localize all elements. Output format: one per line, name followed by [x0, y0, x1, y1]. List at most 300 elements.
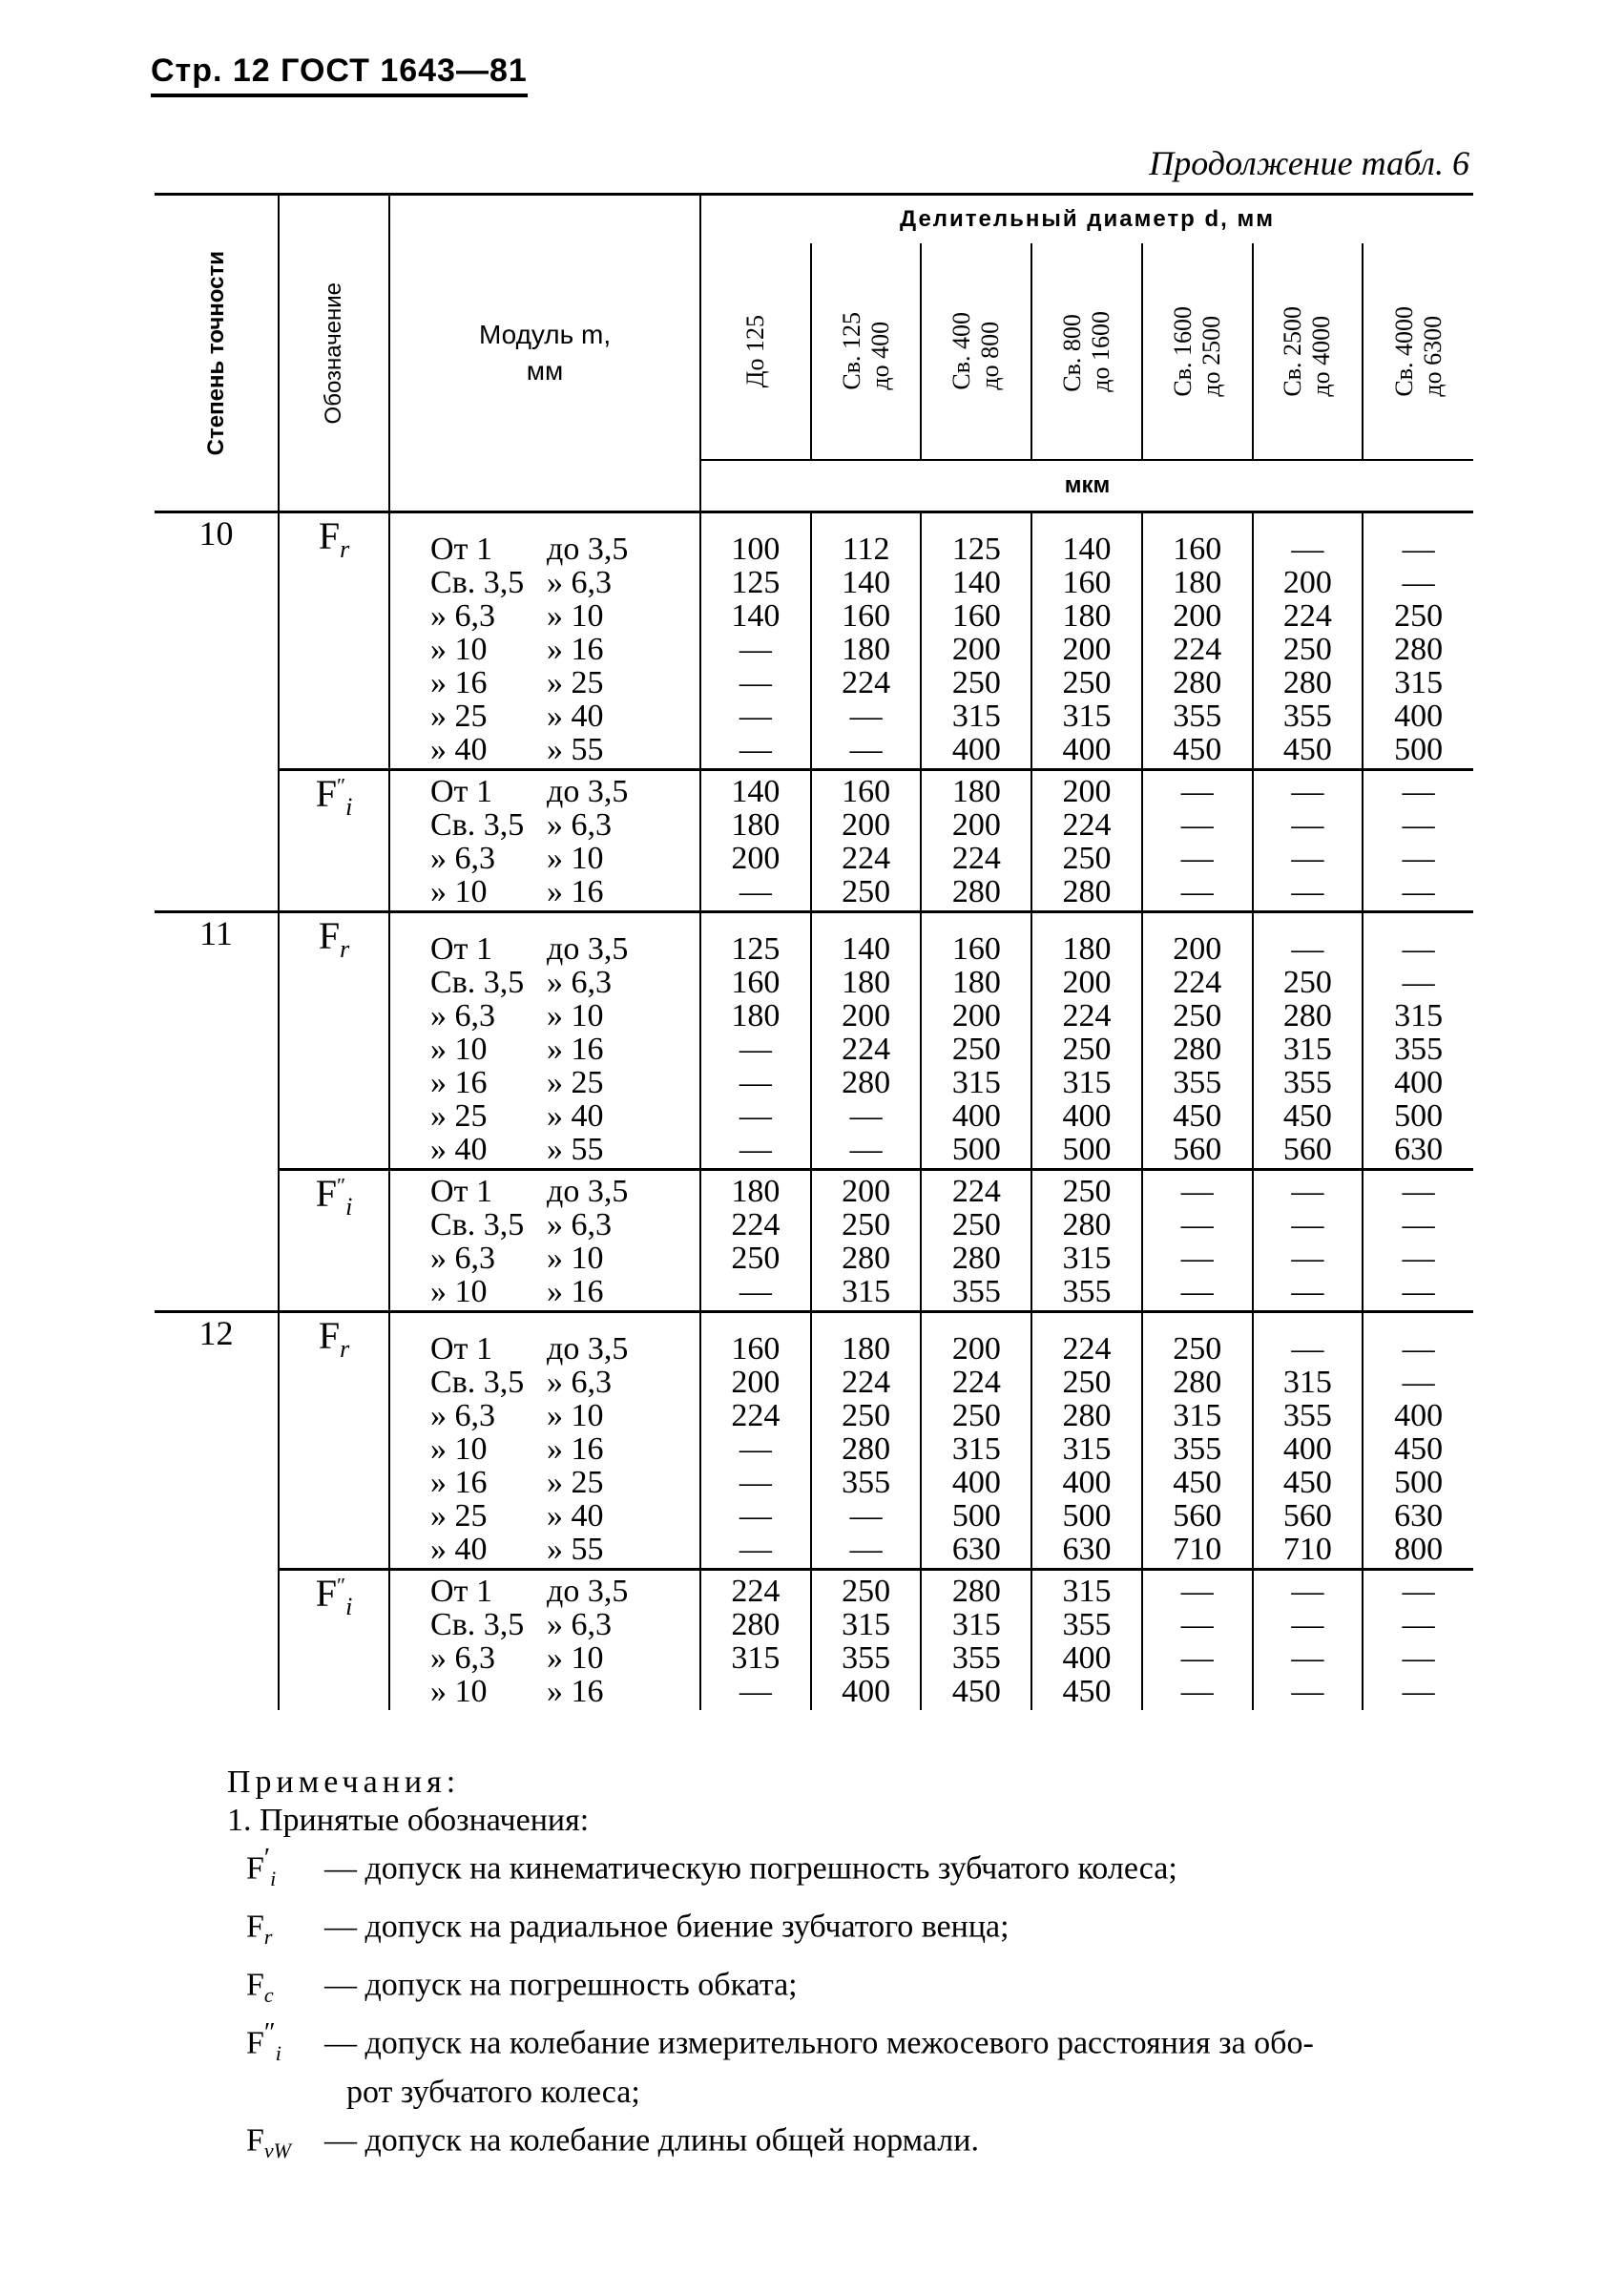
tolerance-value: — [1402, 841, 1435, 876]
tolerance-value: — [849, 699, 883, 734]
tolerance-value: 160 [842, 774, 891, 809]
tolerance-value: 160 [731, 1331, 781, 1367]
tolerance-value: 200 [1173, 931, 1222, 967]
note-text: — допуск на колебание измерительного межосевого расстояния за обо- [324, 2025, 1314, 2061]
tolerance-value: 315 [1062, 1241, 1112, 1276]
tolerance-value: 224 [1062, 998, 1112, 1033]
tolerance-value: 560 [1173, 1132, 1222, 1167]
tolerance-value: 355 [1062, 1607, 1112, 1642]
table-row [155, 912, 1473, 1170]
note-continuation: рот зубчатого колеса; [346, 2074, 640, 2110]
tolerance-value: — [1402, 774, 1435, 809]
tolerance-value: — [1180, 1207, 1214, 1242]
tolerance-value: 140 [731, 598, 781, 634]
value-cell [1363, 1170, 1473, 1312]
tolerance-value: 630 [1394, 1498, 1444, 1534]
tolerance-value: 140 [842, 931, 891, 967]
value-cell [921, 770, 1031, 912]
value-cell [1142, 770, 1253, 912]
tolerance-value: 200 [1282, 565, 1332, 600]
tolerance-value: 280 [1062, 874, 1112, 909]
tolerance-value: — [849, 1498, 883, 1534]
tolerance-value: 315 [951, 1065, 1001, 1100]
value-cell [700, 912, 811, 1170]
designation-cell: $F_r$ [279, 912, 389, 1170]
tolerance-value: 224 [842, 1032, 891, 1067]
module-range: » 40 » 55 [430, 1532, 604, 1567]
tolerance-value: 250 [1062, 1174, 1112, 1209]
tolerance-value: 180 [951, 965, 1001, 1000]
tolerance-value: — [1180, 1574, 1214, 1609]
tolerance-value: 355 [1282, 1398, 1332, 1433]
tolerance-value: — [1291, 1640, 1324, 1676]
value-cell [811, 1170, 922, 1312]
note-symbol: $F''_i$ [246, 2018, 281, 2066]
tolerance-value: 400 [1394, 1065, 1444, 1100]
tolerance-value: 315 [1173, 1398, 1222, 1433]
module-range: От 1 до 3,5 [430, 774, 629, 809]
tolerance-value: 200 [951, 632, 1001, 667]
module-range: Св. 3,5 » 6,3 [430, 807, 613, 843]
tolerance-value: 100 [731, 532, 781, 567]
tolerance-value: 224 [1173, 965, 1222, 1000]
designation-cell: $F''_i$ [279, 1170, 389, 1312]
tolerance-value: 400 [951, 1098, 1001, 1134]
tolerance-value: — [1402, 1331, 1435, 1367]
tolerance-value: 200 [951, 1331, 1001, 1367]
note-item [246, 1840, 1314, 1898]
module-range: » 6,3 » 10 [430, 1241, 604, 1276]
tolerance-value: 224 [842, 841, 891, 876]
tolerance-value: 450 [1173, 1098, 1222, 1134]
tolerance-value: 280 [951, 874, 1001, 909]
degree-cell: 11 [199, 914, 233, 952]
module-cell [389, 512, 700, 770]
tolerance-value: 630 [951, 1532, 1001, 1567]
value-cell [700, 1570, 811, 1711]
module-range: » 6,3 » 10 [430, 598, 604, 634]
note-text: — допуск на кинематическую погрешность зубчатого колеса; [324, 1850, 1177, 1887]
tolerance-value: 315 [1394, 998, 1444, 1033]
tolerance-value: 250 [1282, 965, 1332, 1000]
tolerance-value: — [739, 1098, 772, 1134]
tolerance-value: 355 [842, 1465, 891, 1500]
tolerance-value: — [1402, 1274, 1435, 1309]
tolerance-value: — [1402, 1207, 1435, 1242]
value-cell [700, 770, 811, 912]
value-cell [1253, 770, 1364, 912]
module-range: От 1 до 3,5 [430, 532, 629, 567]
tolerance-value: — [1291, 1331, 1324, 1367]
value-cell [700, 1312, 811, 1570]
notes [227, 1764, 1314, 2170]
module-range: » 10 » 16 [430, 632, 604, 667]
value-cell [1253, 512, 1364, 770]
tolerance-value: — [1402, 807, 1435, 843]
value-cell [1031, 912, 1142, 1170]
tolerance-value: 400 [1394, 699, 1444, 734]
tolerance-value: 140 [731, 774, 781, 809]
tolerance-value: 250 [842, 1207, 891, 1242]
tolerance-value: 224 [1062, 1331, 1112, 1367]
tolerance-value: 315 [842, 1607, 891, 1642]
module-range: » 16 » 25 [430, 1465, 604, 1500]
tolerance-value: 125 [951, 532, 1001, 567]
tolerance-value: — [1180, 1640, 1214, 1676]
tolerance-value: 250 [1394, 598, 1444, 634]
notes-item-title: 1. Принятые обозначения: [227, 1803, 590, 1838]
tolerance-value: — [1402, 1674, 1435, 1709]
tolerance-value: — [1291, 1274, 1324, 1309]
tolerance-value: — [1291, 841, 1324, 876]
tolerance-value: 250 [1062, 1032, 1112, 1067]
module-range: » 10 » 16 [430, 1274, 604, 1309]
module-range: » 6,3 » 10 [430, 998, 604, 1033]
note-item [246, 1898, 1314, 1956]
tolerance-value: 224 [951, 1365, 1001, 1400]
tolerance-value: — [1291, 1607, 1324, 1642]
tolerance-value: — [739, 1431, 772, 1467]
tolerance-value: 180 [1173, 565, 1222, 600]
tolerance-value: 200 [842, 807, 891, 843]
module-range: Св. 3,5 » 6,3 [430, 1607, 613, 1642]
tolerance-value: — [1180, 841, 1214, 876]
tolerance-value: 400 [1062, 1098, 1112, 1134]
tolerance-value: 200 [1062, 774, 1112, 809]
tolerance-value: — [1180, 807, 1214, 843]
module-range: » 25 » 40 [430, 1498, 604, 1534]
value-cell [1253, 1312, 1364, 1570]
note-text: — допуск на погрешность обката; [324, 1967, 798, 2003]
tolerance-value: 224 [731, 1207, 781, 1242]
value-cell [1253, 1570, 1364, 1711]
tolerance-value: 180 [951, 774, 1001, 809]
tolerance-value: — [1402, 565, 1435, 600]
module-range: От 1 до 3,5 [430, 1574, 629, 1609]
tolerance-value: 180 [731, 1174, 781, 1209]
tolerance-value: 250 [842, 1398, 891, 1433]
notes-heading: Примечания: [227, 1764, 461, 1800]
tolerance-value: 315 [1394, 665, 1444, 700]
tolerance-value: — [1402, 1174, 1435, 1209]
tolerance-value: 250 [951, 1207, 1001, 1242]
tolerance-value: 125 [731, 565, 781, 600]
tolerance-value: 140 [951, 565, 1001, 600]
tolerance-value: — [849, 1098, 883, 1134]
tolerance-value: 500 [1062, 1132, 1112, 1167]
tolerance-value: 180 [842, 1331, 891, 1367]
module-range: » 6,3 » 10 [430, 1398, 604, 1433]
value-cell [1031, 1312, 1142, 1570]
tolerance-value: 500 [1062, 1498, 1112, 1534]
tolerance-value: 355 [1394, 1032, 1444, 1067]
module-cell [389, 1312, 700, 1570]
tolerance-value: 450 [1173, 732, 1222, 767]
tolerance-value: — [1402, 1365, 1435, 1400]
tolerance-value: 224 [842, 1365, 891, 1400]
tolerance-value: 355 [1173, 1431, 1222, 1467]
tolerance-value: — [1291, 874, 1324, 909]
note-symbol: $F_{vW}$ [246, 2121, 292, 2162]
tolerance-value: 200 [731, 1365, 781, 1400]
degree-cell: 10 [198, 514, 234, 553]
tolerance-value: — [739, 874, 772, 909]
tolerance-value: 140 [842, 565, 891, 600]
tolerance-value: — [1402, 532, 1435, 567]
value-cell [1363, 770, 1473, 912]
tolerance-value: 315 [1062, 1431, 1112, 1467]
tolerance-value: 224 [1173, 632, 1222, 667]
header-diameter-range: До 125 [700, 243, 811, 460]
designation-cell: $F_r$ [279, 1312, 389, 1570]
tolerance-value: 630 [1062, 1532, 1112, 1567]
table-row [155, 1570, 1473, 1711]
tolerance-value: 200 [1062, 965, 1112, 1000]
tolerance-value: 315 [1062, 1065, 1112, 1100]
note-symbol: $F'_i$ [246, 1844, 277, 1891]
tolerance-value: — [1402, 931, 1435, 967]
tolerance-value: 224 [731, 1574, 781, 1609]
module-cell [389, 1170, 700, 1312]
tolerance-value: 250 [1062, 1365, 1112, 1400]
tolerance-value: 450 [1282, 1098, 1332, 1134]
module-range: Св. 3,5 » 6,3 [430, 965, 613, 1000]
tolerance-value: 500 [1394, 1098, 1444, 1134]
tolerance-value: 315 [1062, 1574, 1112, 1609]
value-cell [1363, 912, 1473, 1170]
tolerance-value: 200 [842, 998, 891, 1033]
tolerance-value: 280 [731, 1607, 781, 1642]
tolerance-value: — [1291, 1241, 1324, 1276]
tolerance-value: — [739, 1465, 772, 1500]
tolerance-value: — [1402, 874, 1435, 909]
tolerance-value: 224 [842, 665, 891, 700]
tolerance-value: 315 [842, 1274, 891, 1309]
tolerance-value: 500 [1394, 732, 1444, 767]
tolerance-value: — [1180, 1241, 1214, 1276]
value-cell [1363, 1570, 1473, 1711]
note-text: — допуск на колебание длины общей нормали. [324, 2121, 979, 2158]
header-unit: мкм [700, 460, 1473, 512]
tolerance-value: — [1180, 1174, 1214, 1209]
tolerance-value: 355 [951, 1640, 1001, 1676]
tolerance-value: 250 [1173, 1331, 1222, 1367]
tolerance-value: — [739, 1132, 772, 1167]
tolerance-value: 160 [731, 965, 781, 1000]
tolerance-value: 160 [1062, 565, 1112, 600]
value-cell [811, 1312, 922, 1570]
tolerance-value: 250 [1173, 998, 1222, 1033]
table-row [155, 1170, 1473, 1312]
tolerance-value: 280 [1173, 1032, 1222, 1067]
note-item [246, 2112, 1314, 2170]
module-range: Св. 3,5 » 6,3 [430, 1207, 613, 1242]
header-diameter-range: Св. 4000 до 6300 [1363, 243, 1473, 460]
tolerance-value: — [739, 699, 772, 734]
note-symbol: $F_c$ [246, 1967, 274, 2008]
tolerance-value: — [739, 1065, 772, 1100]
degree-cell: 12 [198, 1314, 234, 1352]
tolerance-value: 224 [951, 1174, 1001, 1209]
tolerance-value: 355 [1173, 699, 1222, 734]
tolerance-value: — [1291, 532, 1324, 567]
tolerance-value: 200 [842, 1174, 891, 1209]
tolerance-value: 250 [951, 665, 1001, 700]
tolerance-value: 710 [1282, 1532, 1332, 1567]
tolerance-value: 180 [1062, 598, 1112, 634]
tolerance-value: — [1291, 1574, 1324, 1609]
tolerance-value: 250 [951, 1032, 1001, 1067]
tolerance-value: — [1291, 1207, 1324, 1242]
tolerance-value: 400 [842, 1674, 891, 1709]
tolerance-value: — [1402, 1640, 1435, 1676]
tolerance-value: 400 [1062, 1465, 1112, 1500]
page-header: Стр. 12 ГОСТ 1643—81 [151, 52, 528, 97]
tolerance-value: 250 [1062, 665, 1112, 700]
designation-cell: $F_r$ [279, 512, 389, 770]
module-range: » 40 » 55 [430, 732, 604, 767]
tolerance-value: — [739, 1032, 772, 1067]
tolerance-value: 180 [731, 998, 781, 1033]
module-range: » 25 » 40 [430, 699, 604, 734]
tolerance-value: — [1291, 1674, 1324, 1709]
header-diameter-range: Св. 2500 до 4000 [1253, 243, 1364, 460]
tolerance-value: 200 [951, 998, 1001, 1033]
value-cell [1031, 1170, 1142, 1312]
tolerance-value: 450 [1394, 1431, 1444, 1467]
module-range: » 25 » 40 [430, 1098, 604, 1134]
tolerance-value: 355 [842, 1640, 891, 1676]
tolerance-value: 450 [1062, 1674, 1112, 1709]
table-row [155, 512, 1473, 770]
value-cell [1031, 770, 1142, 912]
tolerance-value: 160 [1173, 532, 1222, 567]
value-cell [921, 912, 1031, 1170]
tolerance-value: 280 [1173, 665, 1222, 700]
tolerance-value: 224 [1282, 598, 1332, 634]
header-designation: Обозначение [279, 195, 389, 512]
tolerance-value: — [1402, 1241, 1435, 1276]
tolerance-value: 315 [951, 699, 1001, 734]
tolerance-value: 355 [1062, 1274, 1112, 1309]
value-cell [1363, 1312, 1473, 1570]
value-cell [1142, 1312, 1253, 1570]
tolerance-value: 400 [1062, 1640, 1112, 1676]
value-cell [811, 1570, 922, 1711]
tolerance-value: — [1402, 1574, 1435, 1609]
module-range: От 1 до 3,5 [430, 931, 629, 967]
tolerance-value: 160 [842, 598, 891, 634]
value-cell [811, 770, 922, 912]
tolerance-value: 200 [1062, 632, 1112, 667]
tolerance-value: — [1180, 874, 1214, 909]
tolerance-value: 450 [1282, 732, 1332, 767]
header-degree: Степень точности [202, 250, 229, 456]
note-symbol: $F_r$ [246, 1909, 273, 1950]
tolerance-value: 280 [1062, 1398, 1112, 1433]
header-diameter: Делительный диаметр d, мм [700, 195, 1473, 244]
header-diameter-range: Св. 400 до 800 [921, 243, 1031, 460]
tolerance-value: 125 [731, 931, 781, 967]
tolerance-value: — [1402, 965, 1435, 1000]
tolerance-value: 400 [951, 1465, 1001, 1500]
value-cell [1031, 512, 1142, 770]
tolerance-value: 280 [1173, 1365, 1222, 1400]
tolerance-value: 400 [1062, 732, 1112, 767]
header-diameter-range: Св. 125 до 400 [811, 243, 922, 460]
tolerance-value: 315 [951, 1607, 1001, 1642]
tolerance-value: 250 [1282, 632, 1332, 667]
designation-cell: $F''_i$ [279, 1570, 389, 1711]
value-cell [1142, 512, 1253, 770]
tolerance-value: 250 [842, 1574, 891, 1609]
tolerance-value: — [1180, 774, 1214, 809]
tolerance-value: — [739, 1674, 772, 1709]
tolerance-value: 355 [951, 1274, 1001, 1309]
module-range: » 16 » 25 [430, 665, 604, 700]
tolerance-value: 280 [842, 1065, 891, 1100]
tolerance-value: 224 [1062, 807, 1112, 843]
tolerance-value: 500 [951, 1498, 1001, 1534]
tolerance-value: 180 [842, 632, 891, 667]
tolerance-value: — [849, 1532, 883, 1567]
tolerance-value: 280 [842, 1241, 891, 1276]
module-range: » 40 » 55 [430, 1132, 604, 1167]
tolerance-value: 140 [1062, 532, 1112, 567]
tolerance-value: 560 [1173, 1498, 1222, 1534]
tolerance-value: — [739, 665, 772, 700]
tolerance-value: 400 [1394, 1398, 1444, 1433]
value-cell [1363, 512, 1473, 770]
value-cell [921, 1170, 1031, 1312]
note-text: — допуск на радиальное биение зубчатого венца; [324, 1909, 1010, 1945]
module-range: От 1 до 3,5 [430, 1331, 629, 1367]
tolerance-value: — [849, 1132, 883, 1167]
value-cell [921, 1312, 1031, 1570]
value-cell [921, 512, 1031, 770]
header-diameter-range: Св. 800 до 1600 [1031, 243, 1142, 460]
tolerance-value: 560 [1282, 1498, 1332, 1534]
tolerance-value: 280 [951, 1574, 1001, 1609]
tolerance-value: 160 [951, 598, 1001, 634]
tolerance-value: — [1180, 1274, 1214, 1309]
tolerance-value: 200 [731, 841, 781, 876]
note-item [246, 1956, 1314, 2014]
tolerance-value: 280 [1062, 1207, 1112, 1242]
table-continuation-caption: Продолжение табл. 6 [1149, 144, 1469, 182]
tolerance-value: 315 [951, 1431, 1001, 1467]
tolerance-value: 500 [1394, 1465, 1444, 1500]
value-cell [1142, 1570, 1253, 1711]
tolerance-value: — [739, 732, 772, 767]
tolerance-value: 315 [1282, 1032, 1332, 1067]
tolerance-value: 180 [731, 807, 781, 843]
header-diameter-range: Св. 1600 до 2500 [1142, 243, 1253, 460]
tolerance-value: — [739, 1498, 772, 1534]
tolerance-value: 315 [1282, 1365, 1332, 1400]
tolerance-table [155, 193, 1473, 1710]
tolerance-value: 400 [1282, 1431, 1332, 1467]
tolerance-value: 800 [1394, 1532, 1444, 1567]
tolerance-value: 280 [1394, 632, 1444, 667]
designation-cell: $F''_i$ [279, 770, 389, 912]
tolerance-value: 280 [1282, 665, 1332, 700]
tolerance-value: 224 [951, 841, 1001, 876]
tolerance-value: — [1291, 931, 1324, 967]
tolerance-value: — [739, 632, 772, 667]
module-range: » 10 » 16 [430, 874, 604, 909]
value-cell [700, 512, 811, 770]
